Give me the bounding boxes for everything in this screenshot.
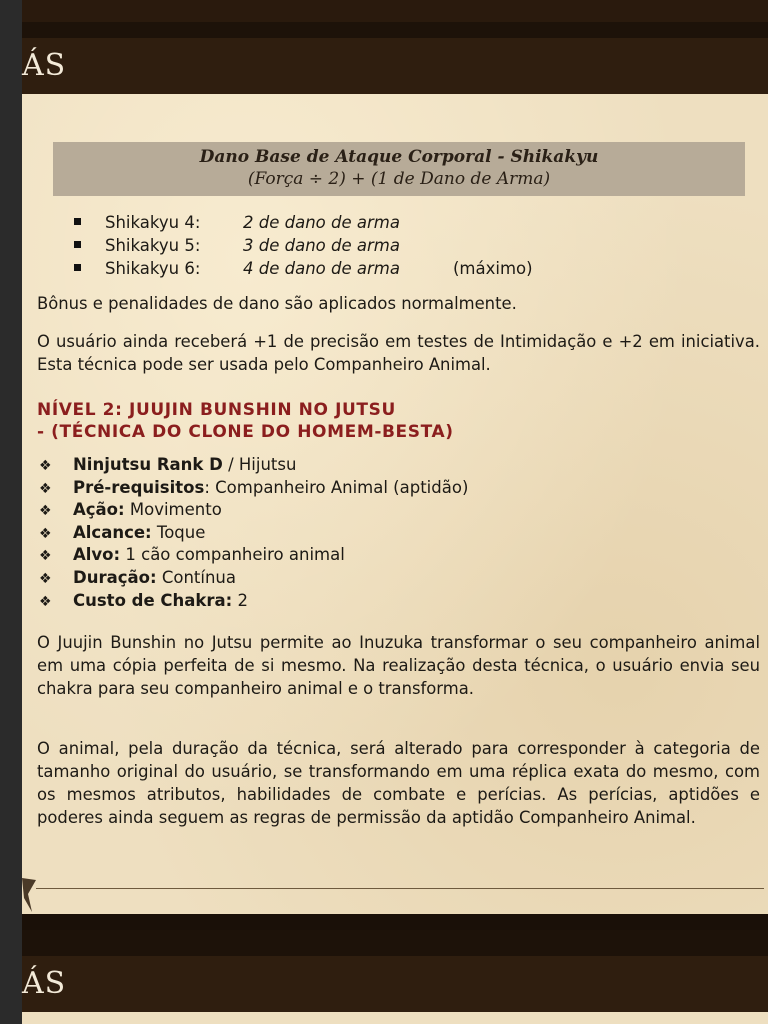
square-bullet-icon	[74, 241, 81, 248]
list-item	[39, 567, 468, 590]
list-item	[74, 211, 533, 234]
list-item-label: Shikakyu 5:	[105, 236, 201, 255]
attribute-key: Alcance:	[73, 522, 152, 542]
attribute-value: Movimento	[129, 500, 222, 520]
list-item	[39, 590, 468, 613]
attribute-key: Pré-requisitos	[73, 477, 205, 497]
diamond-bullet-icon: ❖	[39, 570, 52, 587]
list-item-value: 2 de dano de arma	[243, 213, 400, 232]
page-header-band	[22, 38, 768, 94]
animal-paragraph: O animal, pela duração da técnica, será alterado para corresponder à categoria de tamanho original do usuário, se transformando em uma réplica exata do mesmo, com os mesmos atributos, habilidades de combate e perícias. As perícias, aptidões e poderes ainda seguem as regras de permissão da aptidão Companheiro Animal.	[37, 739, 760, 827]
list-item	[74, 257, 533, 280]
attribute-key: Alvo:	[73, 545, 121, 565]
header-glyph: ÁS	[22, 48, 67, 83]
diamond-bullet-icon: ❖	[39, 548, 52, 565]
list-item-label: Shikakyu 4:	[105, 213, 201, 232]
page-gap	[22, 914, 768, 930]
list-item	[74, 234, 533, 257]
precision-paragraph: O usuário ainda receberá +1 de precisão em testes de Intimidação e +2 em iniciativa. Esta técnica pode ser usada pelo Companheiro Animal.	[37, 332, 760, 374]
shikakyu-damage-list	[74, 211, 533, 280]
header-glyph: ÁS	[22, 966, 67, 1001]
list-item-note: (máximo)	[453, 259, 533, 278]
list-item-label: Shikakyu 6:	[105, 259, 201, 278]
attribute-value: Contínua	[161, 567, 236, 587]
attribute-key: Ninjutsu Rank D	[73, 455, 223, 474]
footer-rule	[36, 888, 764, 889]
attribute-separator: :	[204, 477, 216, 497]
attribute-value: Hijutsu	[238, 455, 297, 474]
attribute-value: 2	[237, 590, 248, 610]
formula-title: Dano Base de Ataque Corporal - Shikakyu	[199, 147, 599, 167]
list-item	[39, 544, 468, 567]
square-bullet-icon	[74, 218, 81, 225]
diamond-bullet-icon: ❖	[39, 593, 52, 610]
attribute-key: Ação:	[73, 500, 125, 520]
attribute-key: Custo de Chakra:	[73, 590, 233, 610]
square-bullet-icon	[74, 264, 81, 271]
diamond-bullet-icon: ❖	[39, 503, 52, 520]
attribute-key: Duração:	[73, 567, 157, 587]
section-heading-line2: - (TÉCNICA DO CLONE DO HOMEM-BESTA)	[37, 422, 454, 442]
section-heading	[37, 399, 454, 443]
next-page-edge	[22, 1012, 768, 1024]
diamond-bullet-icon: ❖	[39, 525, 52, 542]
section-heading-line1: NÍVEL 2: JUUJIN BUNSHIN NO JUTSU	[37, 400, 396, 420]
list-item	[39, 454, 468, 477]
description-paragraph: O Juujin Bunshin no Jutsu permite ao Inuzuka transformar o seu companheiro animal em uma cópia perfeita de si mesmo. Na realização desta técnica, o usuário envia seu chakra para seu companheiro animal e o transforma.	[37, 633, 760, 698]
formula-expression: (Força ÷ 2) + (1 de Dano de Arma)	[247, 169, 551, 189]
document-page	[22, 94, 768, 914]
diamond-bullet-icon: ❖	[39, 458, 52, 474]
diamond-bullet-icon: ❖	[39, 480, 52, 497]
list-item	[39, 477, 468, 500]
attribute-value: Companheiro Animal (aptidão)	[215, 477, 469, 497]
left-edge-strip	[0, 0, 22, 1024]
next-page-header-band	[22, 956, 768, 1012]
technique-attributes	[39, 454, 468, 612]
page-ornament-icon	[20, 876, 38, 916]
attribute-value: Toque	[156, 522, 206, 542]
bonus-paragraph: Bônus e penalidades de dano são aplicados normalmente.	[37, 294, 517, 313]
list-item	[39, 522, 468, 545]
damage-formula-box	[53, 142, 745, 196]
list-item	[39, 499, 468, 522]
list-item-value: 3 de dano de arma	[243, 236, 400, 255]
previous-page-edge	[22, 0, 768, 22]
list-item-value: 4 de dano de arma	[243, 259, 400, 278]
attribute-value: 1 cão companheiro animal	[125, 545, 345, 565]
attribute-separator: /	[222, 455, 239, 474]
